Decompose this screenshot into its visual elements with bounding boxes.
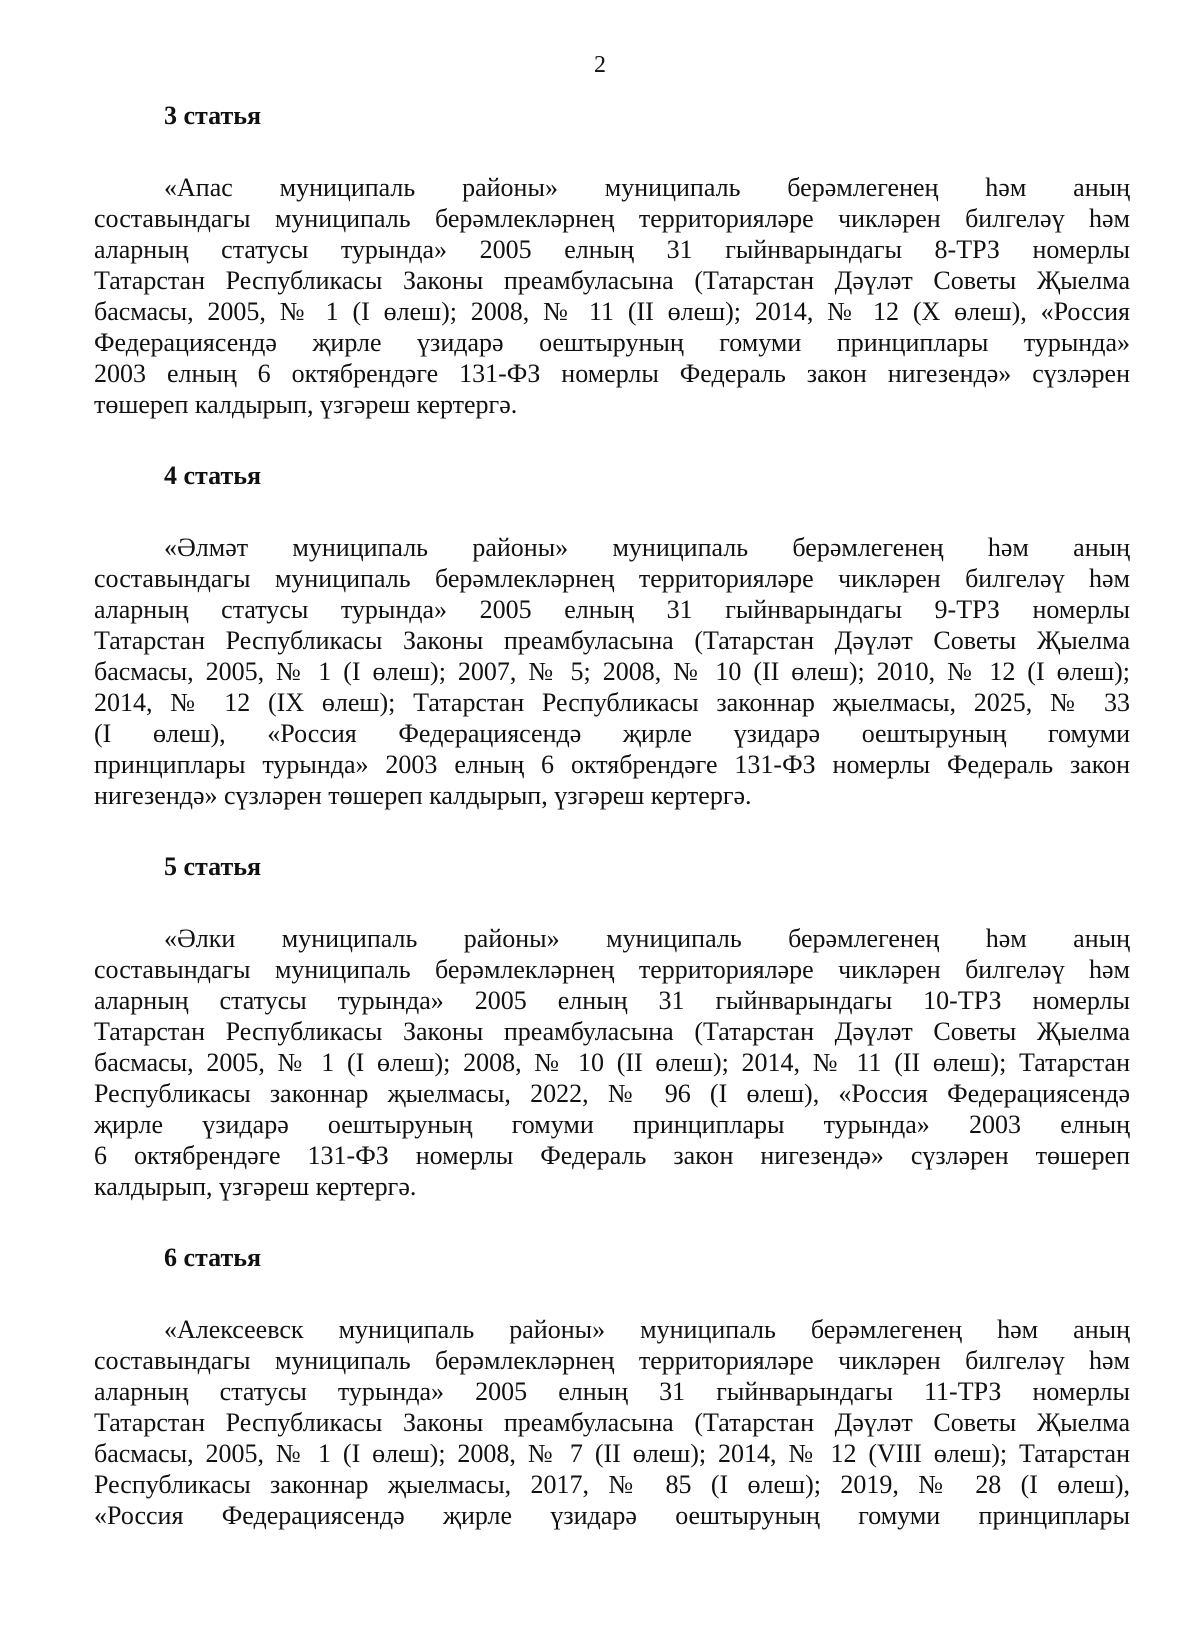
paragraph-line: басмасы, 2005, № 1 (I өлеш); 2008, № 10 (II өлеш); 2014, № 11 (II өлеш); Татарстан	[94, 1048, 1130, 1077]
page-number: 2	[594, 52, 606, 78]
paragraph-line: Республикасы законнар җыелмасы, 2017, № 85 (I өлеш); 2019, № 28 (I өлеш),	[94, 1470, 1130, 1499]
paragraph-line: аларның статусы турында» 2005 елның 31 гыйнварындагы 8-ТРЗ номерлы	[94, 235, 1130, 264]
paragraph-line: Татарстан Республикасы Законы преамбуласына (Татарстан Дәүләт Советы Җыелма	[94, 1017, 1130, 1046]
article-heading: 3 статья	[164, 101, 262, 130]
paragraph-line: аларның статусы турында» 2005 елның 31 гыйнварындагы 9-ТРЗ номерлы	[94, 595, 1130, 624]
article-5	[94, 852, 1130, 1202]
paragraph-line: (I өлеш), «Россия Федерациясендә җирле үзидарә оештыруның гомуми	[94, 719, 1130, 748]
paragraph-line: басмасы, 2005, № 1 (I өлеш); 2008, № 7 (II өлеш); 2014, № 12 (VIII өлеш); Татарстан	[94, 1439, 1130, 1468]
paragraph-line: «Әлки муниципаль районы» муниципаль берәмлегенең һәм аның	[164, 924, 1130, 953]
paragraph-line: «Россия Федерациясендә җирле үзидарә оештыруның гомуми принциплары	[94, 1501, 1130, 1530]
article-paragraph	[94, 172, 1130, 420]
paragraph-line: принциплары турында» 2003 елның 6 октябрендәге 131-ФЗ номерлы Федераль закон	[94, 750, 1130, 779]
paragraph-line: калдырып, үзгәреш кертергә.	[94, 1172, 417, 1201]
paragraph-line: Татарстан Республикасы Законы преамбуласына (Татарстан Дәүләт Советы Җыелма	[94, 1408, 1130, 1437]
article-paragraph	[94, 923, 1130, 1202]
paragraph-line: төшереп калдырып, үзгәреш кертергә.	[94, 390, 518, 419]
article-heading: 4 статья	[164, 461, 262, 490]
paragraph-line: басмасы, 2005, № 1 (I өлеш); 2008, № 11 (II өлеш); 2014, № 12 (X өлеш), «Россия	[94, 297, 1130, 326]
paragraph-line: Татарстан Республикасы Законы преамбуласына (Татарстан Дәүләт Советы Җыелма	[94, 626, 1130, 655]
article-4	[94, 461, 1130, 811]
paragraph-line: җирле үзидарә оештыруның гомуми принциплары турында» 2003 елның	[94, 1110, 1130, 1139]
paragraph-line: аларның статусы турында» 2005 елның 31 гыйнварындагы 11-ТРЗ номерлы	[94, 1377, 1130, 1406]
paragraph-line: «Апас муниципаль районы» муниципаль берәмлегенең һәм аның	[164, 173, 1130, 202]
document-content	[94, 101, 1130, 1572]
paragraph-line: составындагы муниципаль берәмлекләрнең территорияләре чикләрен билгеләү һәм	[94, 1346, 1130, 1375]
paragraph-line: Федерациясендә җирле үзидарә оештыруның гомуми принциплары турында»	[94, 328, 1130, 357]
paragraph-line: аларның статусы турында» 2005 елның 31 гыйнварындагы 10-ТРЗ номерлы	[94, 986, 1130, 1015]
paragraph-line: «Алексеевск муниципаль районы» муниципаль берәмлегенең һәм аның	[164, 1315, 1130, 1344]
paragraph-line: Татарстан Республикасы Законы преамбуласына (Татарстан Дәүләт Советы Җыелма	[94, 266, 1130, 295]
paragraph-line: «Әлмәт муниципаль районы» муниципаль берәмлегенең һәм аның	[164, 533, 1130, 562]
article-heading: 6 статья	[164, 1243, 262, 1272]
article-paragraph	[94, 1314, 1130, 1531]
paragraph-line: 6 октябрендәге 131-ФЗ номерлы Федераль закон нигезендә» сүзләрен төшереп	[94, 1141, 1130, 1170]
paragraph-line: составындагы муниципаль берәмлекләрнең территорияләре чикләрен билгеләү һәм	[94, 204, 1130, 233]
paragraph-line: составындагы муниципаль берәмлекләрнең территорияләре чикләрен билгеләү һәм	[94, 955, 1130, 984]
article-heading: 5 статья	[164, 852, 262, 881]
article-3	[94, 101, 1130, 420]
paragraph-line: 2014, № 12 (IX өлеш); Татарстан Республикасы законнар җыелмасы, 2025, № 33	[94, 688, 1130, 717]
paragraph-line: нигезендә» сүзләрен төшереп калдырып, үзгәреш кертергә.	[94, 781, 752, 810]
article-paragraph	[94, 532, 1130, 811]
paragraph-line: басмасы, 2005, № 1 (I өлеш); 2007, № 5; 2008, № 10 (II өлеш); 2010, № 12 (I өлеш);	[94, 657, 1130, 686]
article-6	[94, 1243, 1130, 1531]
paragraph-line: составындагы муниципаль берәмлекләрнең территорияләре чикләрен билгеләү һәм	[94, 564, 1130, 593]
paragraph-line: 2003 елның 6 октябрендәге 131-ФЗ номерлы Федераль закон нигезендә» сүзләрен	[94, 359, 1130, 388]
paragraph-line: Республикасы законнар җыелмасы, 2022, № 96 (I өлеш), «Россия Федерациясендә	[94, 1079, 1130, 1108]
